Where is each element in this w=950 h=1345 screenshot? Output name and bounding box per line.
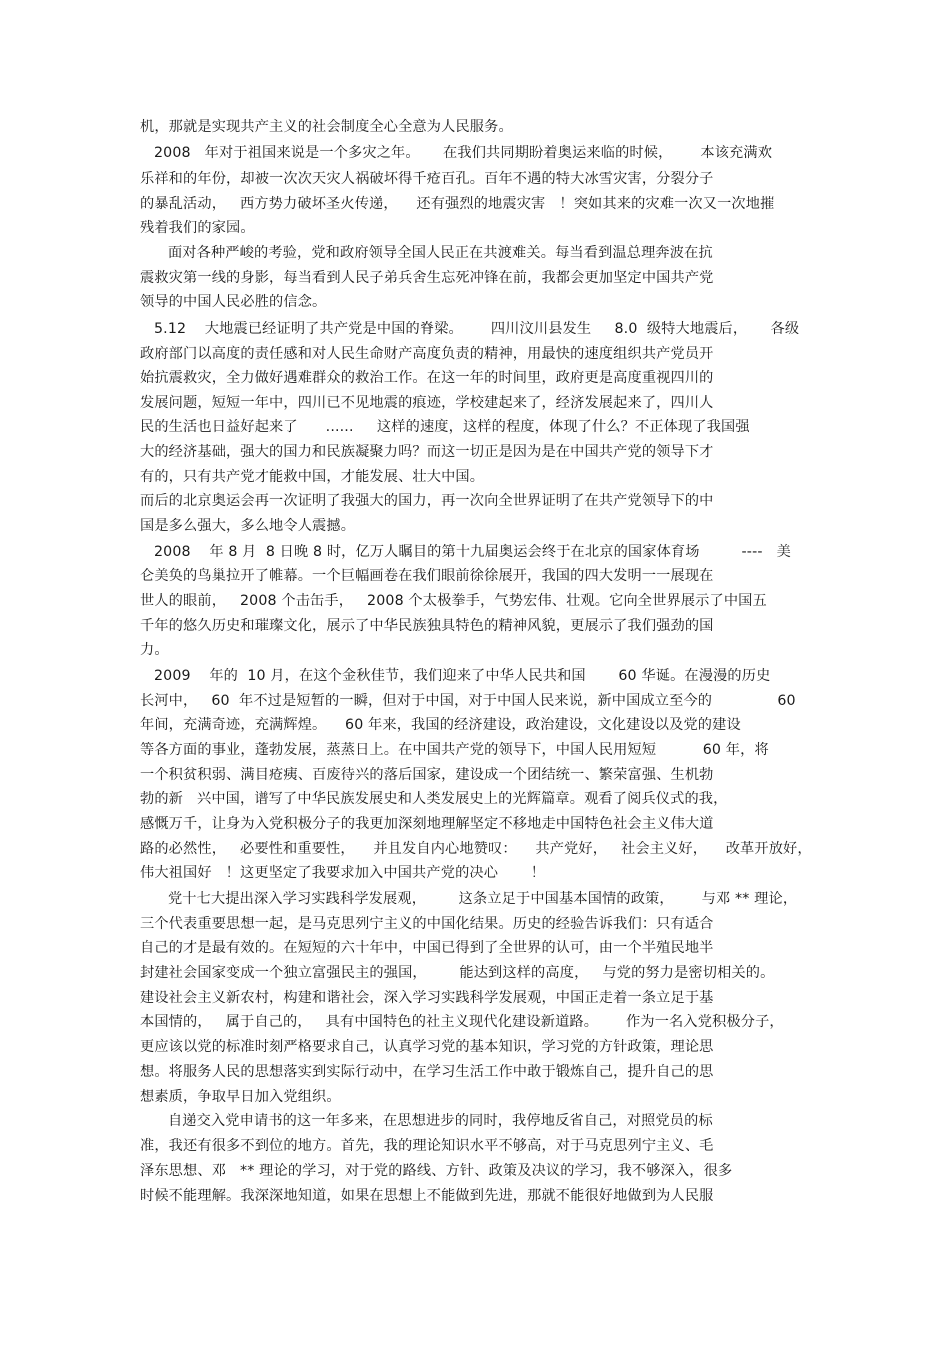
- text-line: 勃的新 兴中国，谱写了中华民族发展史和人类发展史上的光辉篇章。观看了阅兵仪式的我，: [140, 791, 728, 807]
- text-line: 世人的眼前， 2008 个击缶手， 2008 个太极拳手，气势宏伟、壮观。它向全世界展示了中国五: [140, 593, 767, 609]
- text-line: 千年的悠久历史和璀璨文化，展示了中华民族独具特色的精神风貌，更展示了我们强劲的国: [140, 618, 714, 634]
- text-line: 始抗震救灾，全力做好遇难群众的救治工作。在这一年的时间里，政府更是高度重视四川的: [140, 370, 714, 386]
- text-line: 伟大祖国好 ！这更坚定了我要求加入中国共产党的决心 ！: [140, 865, 546, 881]
- text-line: 建设社会主义新农村，构建和谐社会，深入学习实践科学发展观，中国正走着一条立足于基: [140, 990, 714, 1006]
- text-line: 国是多么强大，多么地令人震撼。: [140, 518, 356, 534]
- text-line: 机，那就是实现共产主义的社会制度全心全意为人民服务。: [140, 119, 513, 135]
- text-line: 本国情的， 属于自己的， 具有中国特色的社主义现代化建设新道路。 作为一名入党积极分子，: [140, 1014, 784, 1030]
- text-line: 有的，只有共产党才能救中国，才能发展、壮大中国。: [140, 469, 485, 485]
- text-line: 而后的北京奥运会再一次证明了我强大的国力，再一次向全世界证明了在共产党领导下的中: [140, 493, 714, 509]
- text-line: 一个积贫积弱、满目疮痍、百废待兴的落后国家，建设成一个团结统一、繁荣富强、生机勃: [140, 767, 714, 783]
- text-line: 的暴乱活动， 西方势力破坏圣火传递， 还有强烈的地震灾害 ！突如其来的灾难一次又一次地摧: [140, 196, 775, 212]
- text-line: 年间，充满奇迹，充满辉煌。 60 年来，我国的经济建设，政治建设，文化建设以及党的建设: [140, 717, 741, 733]
- text-line: 仑美奂的鸟巢拉开了帷幕。一个巨幅画卷在我们眼前徐徐展开，我国的四大发明一一展现在: [140, 568, 714, 584]
- text-line: 震救灾第一线的身影，每当看到人民子弟兵舍生忘死冲锋在前，我都会更加坚定中国共产党: [140, 270, 714, 286]
- text-line: 民的生活也日益好起来了 ...... 这样的速度，这样的程度，体现了什么？不正体现了我国强: [140, 419, 750, 435]
- text-line: 党十七大提出深入学习实践科学发展观， 这条立足于中国基本国情的政策， 与邓 ** 理论，: [140, 891, 798, 907]
- text-line: 等各方面的事业，蓬勃发展，蒸蒸日上。在中国共产党的领导下，中国人民用短短 60 年，将: [140, 742, 769, 758]
- text-line: 想素质，争取早日加入党组织。: [140, 1089, 341, 1105]
- text-line: 领导的中国人民必胜的信念。: [140, 294, 327, 310]
- text-line: 力。: [140, 642, 169, 658]
- text-line: 2009 年的 10 月，在这个金秋佳节，我们迎来了中华人民共和国 60 华诞。在漫漫的历史: [140, 668, 771, 684]
- text-line: 准，我还有很多不到位的地方。首先，我的理论知识水平不够高，对于马克思列宁主义、毛: [140, 1138, 714, 1154]
- text-line: 2008 年对于祖国来说是一个多灾之年。 在我们共同期盼着奥运来临的时候， 本该充满欢: [140, 145, 773, 161]
- text-line: 三个代表重要思想一起，是马克思列宁主义的中国化结果。历史的经验告诉我们：只有适合: [140, 916, 714, 932]
- text-line: 发展问题，短短一年中，四川已不见地震的痕迹，学校建起来了，经济发展起来了，四川人: [140, 395, 714, 411]
- text-line: 残着我们的家园。: [140, 220, 255, 236]
- text-line: 自递交入党申请书的这一年多来，在思想进步的同时，我停地反省自己，对照党员的标: [140, 1113, 713, 1129]
- text-line: 2008 年 8 月 8 日晚 8 时，亿万人瞩目的第十九届奥运会终于在北京的国家体育场 ---- 美: [140, 544, 791, 560]
- text-line: 想。将服务人民的思想落实到实际行动中，在学习生活工作中敢于锻炼自己，提升自己的思: [140, 1064, 714, 1080]
- text-line: 泽东思想、邓 ** 理论的学习，对于党的路线、方针、政策及决议的学习，我不够深入，很多: [140, 1163, 733, 1179]
- text-line: 乐祥和的年份，却被一次次天灾人祸破坏得千疮百孔。百年不遇的特大冰雪灾害，分裂分子: [140, 171, 714, 187]
- text-line: 5.12 大地震已经证明了共产党是中国的脊梁。 四川汶川县发生 8.0 级特大地震后， 各级: [140, 321, 800, 337]
- text-line: 感慨万千，让身为入党积极分子的我更加深刻地理解坚定不移地走中国特色社会主义伟大道: [140, 816, 714, 832]
- text-line: 路的必然性， 必要性和重要性， 并且发自内心地赞叹： 共产党好， 社会主义好， 改革开放好，: [140, 841, 812, 857]
- text-line: 大的经济基础，强大的国力和民族凝聚力吗？而这一切正是因为是在中国共产党的领导下才: [140, 444, 714, 460]
- text-line: 面对各种严峻的考验，党和政府领导全国人民正在共渡难关。每当看到温总理奔波在抗: [140, 245, 713, 261]
- text-line: 自己的才是最有效的。在短短的六十年中，中国已得到了全世界的认可，由一个半殖民地半: [140, 940, 714, 956]
- text-line: 长河中， 60 年不过是短暂的一瞬，但对于中国，对于中国人民来说，新中国成立至今的 60: [140, 693, 796, 709]
- text-line: 政府部门以高度的责任感和对人民生命财产高度负责的精神，用最快的速度组织共产党员开: [140, 346, 714, 362]
- text-line: 封建社会国家变成一个独立富强民主的强国， 能达到这样的高度， 与党的努力是密切相关的。: [140, 965, 775, 981]
- text-line: 更应该以党的标准时刻严格要求自己，认真学习党的基本知识，学习党的方针政策，理论思: [140, 1039, 714, 1055]
- text-line: 时候不能理解。我深深地知道，如果在思想上不能做到先进，那就不能很好地做到为人民服: [140, 1188, 714, 1204]
